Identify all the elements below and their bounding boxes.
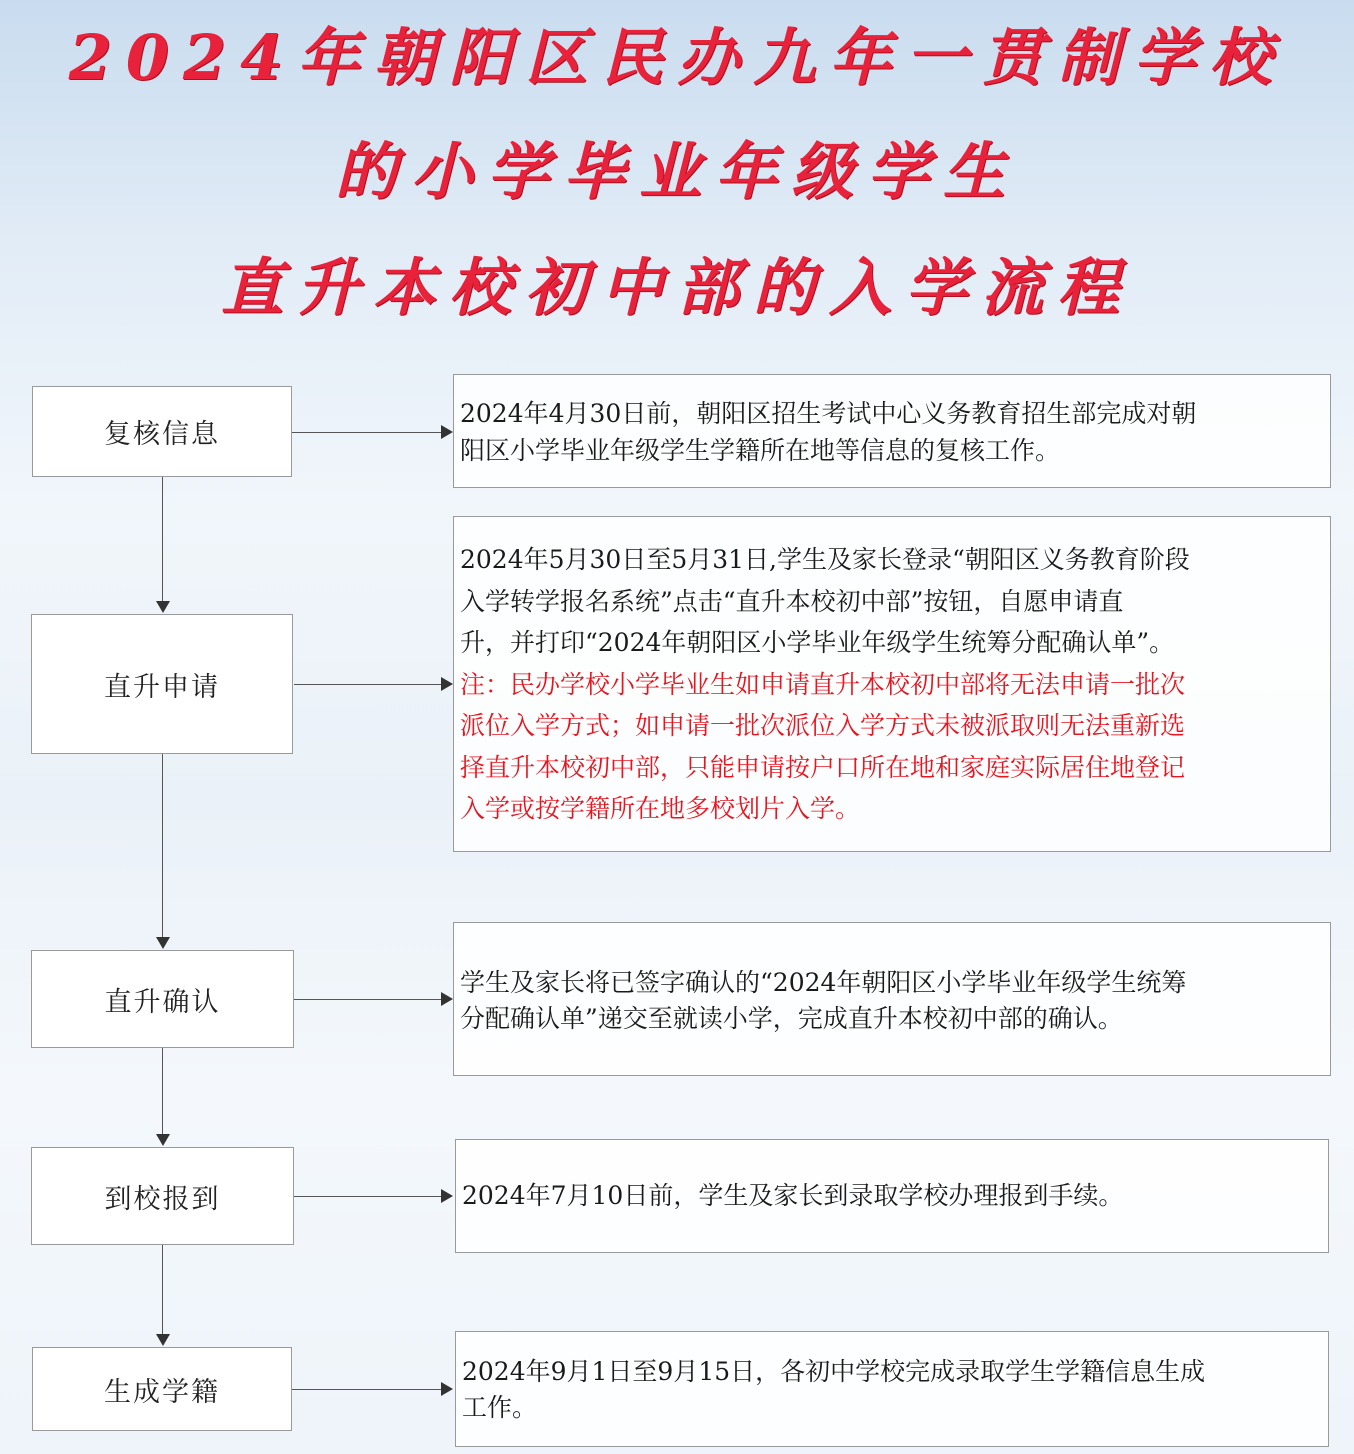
connector — [294, 684, 442, 685]
arrow-down-icon — [156, 937, 170, 949]
connector — [294, 1196, 442, 1197]
step-label: 直升申请 — [104, 671, 220, 703]
connector — [292, 432, 442, 433]
step-enrollment — [32, 1347, 292, 1431]
desc-line: 2024年7月10日前，学生及家长到录取学校办理报到手续。 — [462, 1181, 1124, 1210]
connector — [162, 1245, 163, 1338]
arrow-down-icon — [156, 601, 170, 613]
connector — [292, 1389, 442, 1390]
connector — [162, 1048, 163, 1138]
arrow-down-icon — [156, 1134, 170, 1146]
note-line: 入学或按学籍所在地多校划片入学。 — [460, 794, 861, 823]
connector — [294, 999, 442, 1000]
desc-report — [455, 1139, 1329, 1253]
desc-line: 阳区小学毕业年级学生学籍所在地等信息的复核工作。 — [460, 436, 1061, 465]
title-line-1: 2024年朝阳区民办九年一贯制学校 — [68, 21, 1286, 94]
desc-enrollment — [455, 1331, 1329, 1447]
step-confirm — [31, 950, 294, 1048]
step-review-info — [32, 386, 292, 477]
step-label: 到校报到 — [104, 1183, 221, 1215]
desc-line: 2024年4月30日前，朝阳区招生考试中心义务教育招生部完成对朝 — [460, 399, 1197, 428]
desc-line: 学生及家长将已签字确认的“2024年朝阳区小学毕业年级学生统筹 — [460, 968, 1187, 997]
desc-line: 分配确认单”递交至就读小学，完成直升本校初中部的确认。 — [460, 1004, 1123, 1033]
title-line-2: 的小学毕业年级学生 — [334, 135, 1019, 208]
step-apply — [31, 614, 293, 754]
title-line-3: 直升本校初中部的入学流程 — [220, 251, 1133, 324]
desc-line: 2024年9月1日至9月15日，各初中学校完成录取学生学籍信息生成 — [462, 1357, 1206, 1386]
note-line: 注：民办学校小学毕业生如申请直升本校初中部将无法申请一批次 — [460, 669, 1186, 699]
step-label: 复核信息 — [104, 419, 220, 450]
connector — [162, 477, 163, 605]
arrow-right-icon — [441, 1382, 453, 1396]
desc-line: 升，并打印“2024年朝阳区小学毕业年级学生统筹分配确认单”。 — [460, 628, 1175, 657]
step-label: 生成学籍 — [104, 1376, 220, 1408]
desc-apply — [453, 516, 1331, 852]
desc-line: 工作。 — [462, 1393, 538, 1422]
desc-confirm — [453, 922, 1331, 1076]
arrow-down-icon — [156, 1334, 170, 1346]
arrow-right-icon — [441, 992, 453, 1006]
note-line: 择直升本校初中部，只能申请按户口所在地和家庭实际居住地登记 — [460, 752, 1186, 782]
step-label: 直升确认 — [104, 986, 221, 1018]
arrow-right-icon — [441, 425, 453, 439]
arrow-right-icon — [441, 1189, 453, 1203]
step-report — [31, 1147, 294, 1245]
desc-line: 入学转学报名系统”点击“直升本校初中部”按钮，自愿申请直 — [460, 586, 1124, 616]
connector — [162, 754, 163, 941]
desc-line: 2024年5月30日至5月31日,学生及家长登录“朝阳区义务教育阶段 — [460, 545, 1190, 574]
desc-review-info — [453, 374, 1331, 488]
arrow-right-icon — [441, 677, 453, 691]
note-line: 派位入学方式；如申请一批次派位入学方式未被派取则无法重新选 — [460, 711, 1186, 740]
